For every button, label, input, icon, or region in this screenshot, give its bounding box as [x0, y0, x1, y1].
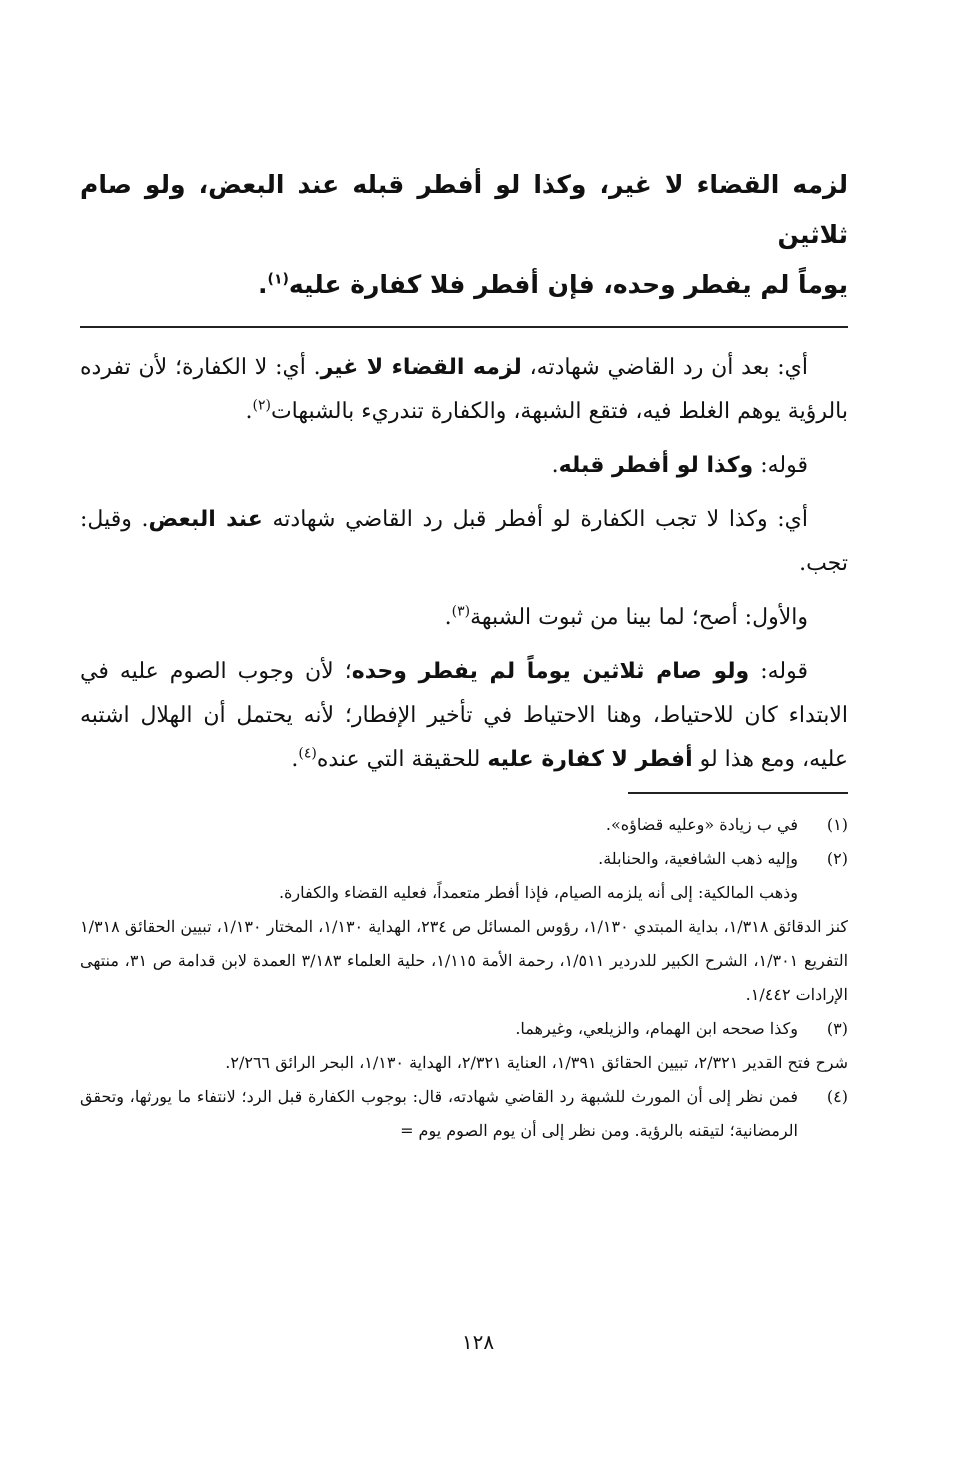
sharh-text: ؛ لأن وجوب الصوم عليه في الابتداء كان للاحتياط، وهنا الاحتياط في تأخير الإفطار؛ لأنه يحتمل أن الهلال اشتبه عليه، ومع هذا لو: [80, 659, 848, 772]
footnote-text: فمن نظر إلى أن المورث للشبهة رد القاضي شهادته، قال: بوجوب الكفارة قبل الرد؛ لانتفاء ما يورثها، وتحقق الرمضانية؛ لتيقنه بالرؤية. ومن نظر إلى أن يوم الصوم يوم =: [80, 1087, 798, 1140]
footnote-ref-2[interactable]: (٢): [252, 397, 271, 414]
footnote-1: [80, 808, 848, 842]
sharh-paragraph-3: [80, 498, 848, 586]
matn-text: [80, 160, 848, 310]
sharh-paragraph-2: [80, 444, 848, 488]
sharh-text: . وقيل: تجب.: [80, 507, 848, 576]
sharh-paragraph-5: [80, 650, 848, 782]
sharh-text: قوله:: [749, 659, 808, 684]
sharh-end: .: [444, 605, 452, 630]
footnote-ref-3[interactable]: (٣): [451, 603, 471, 620]
sharh-text: . أي: لا الكفارة؛ لأن تفرده بالرؤية يوهم الغلط فيه، فتقع الشبهة، والكفارة تندريء بالشبهات: [80, 355, 848, 424]
footnote-ref-1[interactable]: (١): [267, 271, 289, 288]
sharh-end: .: [551, 453, 559, 478]
matn-end: .: [258, 270, 268, 299]
footnote-2: [80, 842, 848, 876]
page-content: [80, 160, 848, 1148]
sharh-paragraph-1: [80, 346, 848, 434]
quoted-matn: لزمه القضاء لا غير: [320, 355, 522, 380]
footnote-2-sources: كنز الدقائق ١/٣١٨، بداية المبتدي ١/١٣٠، رؤوس المسائل ص ٢٣٤، الهداية ١/١٣٠، المختار ١/١٣٠، تبيين الحقائق ١/٣١٨ التفريع ١/٣٠١، الشرح الكبير للدردير ١/٥١١، رحمة الأمة ١/١١٥، حلية العلماء ٣/١٨٣ العمدة لابن قدامة ص ٣١، منتهى الإرادات ١/٤٤٢.: [80, 917, 849, 1004]
quoted-matn: وكذا لو أفطر قبله: [558, 453, 754, 478]
footnote-ref-4[interactable]: (٤): [298, 745, 317, 762]
footnote-text: في ب زيادة «وعليه قضاؤه».: [605, 815, 798, 834]
sharh-text: أي: بعد أن رد القاضي شهادته،: [521, 355, 808, 380]
matn-separator: [80, 326, 848, 328]
matn-line-2: يوماً لم يفطر وحده، فإن أفطر فلا كفارة عليه: [288, 270, 848, 299]
footnote-number: (٣): [826, 1019, 848, 1038]
quoted-matn: عند البعض: [148, 507, 263, 532]
sharh-end: .: [245, 399, 253, 424]
footnote-text: وكذا صححه ابن الهمام، والزيلعي، وغيرهما.: [515, 1019, 798, 1038]
footnote-separator: [628, 792, 848, 794]
footnote-number: (٤): [826, 1087, 848, 1106]
footnote-3-sources: شرح فتح القدير ٢/٣٢١، تبيين الحقائق ١/٣٩١، العناية ٢/٣٢١، الهداية ١/١٣٠، البحر الرائق ٢/٢٦٦.: [225, 1053, 848, 1072]
sharh-end: .: [291, 747, 299, 772]
sharh-text: والأول: أصح؛ لما بينا من ثبوت الشبهة: [470, 605, 808, 630]
sharh-text: للحقيقة التي عنده: [316, 747, 488, 772]
footnote-2-maliki: وذهب المالكية: إلى أنه يلزمه الصيام، فإذا أفطر متعمداً، فعليه القضاء والكفارة.: [278, 883, 798, 902]
footnote-3: [80, 1012, 848, 1046]
quoted-matn: أفطر لا كفارة عليه: [487, 747, 693, 772]
sharh-text: قوله:: [753, 453, 808, 478]
footnote-text: وإليه ذهب الشافعية، والحنابلة.: [598, 849, 798, 868]
quoted-matn: ولو صام ثلاثين يوماً لم يفطر وحده: [351, 659, 750, 684]
matn-line-1: لزمه القضاء لا غير، وكذا لو أفطر قبله عند البعض، ولو صام ثلاثين: [80, 170, 848, 249]
footnotes: [80, 808, 848, 1148]
footnote-number: (٢): [826, 849, 848, 868]
footnote-number: (١): [826, 815, 848, 834]
sharh-text: أي: وكذا لا تجب الكفارة لو أفطر قبل رد القاضي شهادته: [262, 507, 808, 532]
footnote-4: [80, 1080, 848, 1148]
sharh-paragraph-4: [80, 596, 848, 640]
page-number: ١٢٨: [461, 1330, 495, 1354]
